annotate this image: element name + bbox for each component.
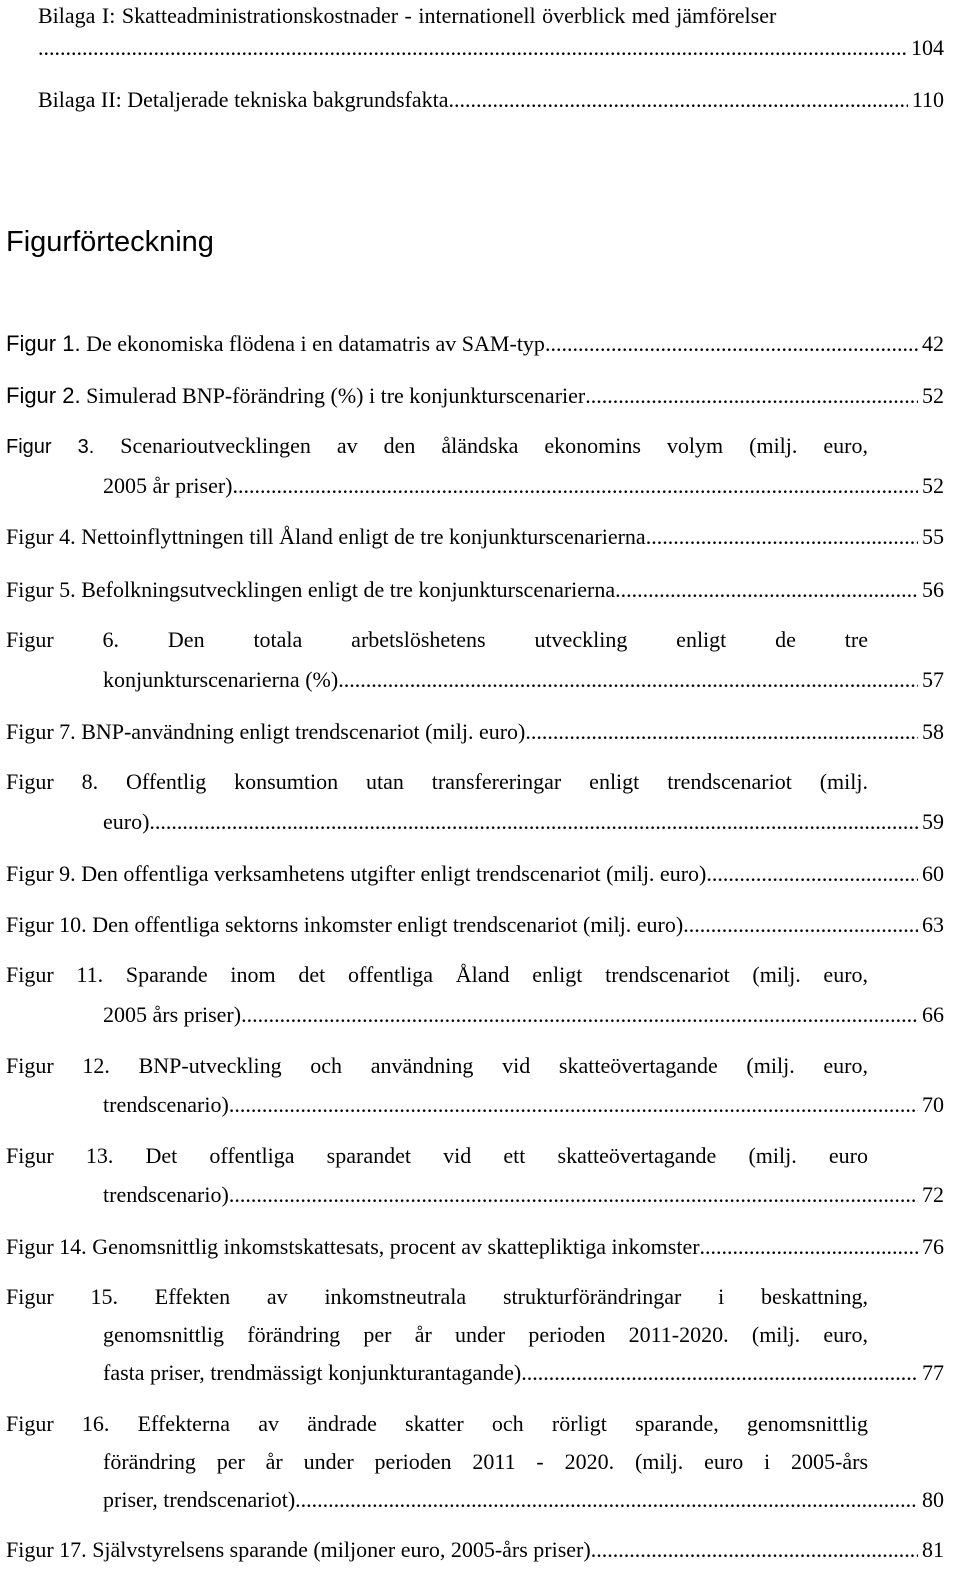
toc-entry-text: Effekten av inkomstneutrala strukturförändringar i beskattning,	[154, 1284, 868, 1309]
toc-appendix-2[interactable]	[38, 86, 944, 114]
toc-figure-11-leader[interactable]	[103, 1001, 944, 1029]
figure-label: Figur 11.	[6, 962, 104, 987]
toc-page-number: 55	[922, 524, 944, 549]
toc-entry-text: konjunkturscenarierna (%)	[103, 667, 339, 692]
toc-entry-text: trendscenario)	[103, 1092, 229, 1117]
toc-entry-text: BNP-utveckling och användning vid skatteövertagande (milj. euro,	[138, 1053, 868, 1078]
toc-figure-3-leader[interactable]	[103, 472, 944, 500]
toc-entry-text: Offentlig konsumtion utan transfereringar enligt trendscenariot (milj.	[126, 769, 868, 794]
toc-figure-2[interactable]	[6, 382, 944, 410]
toc-page-number: 66	[922, 1002, 944, 1027]
toc-entry-text: priser, trendscenariot)	[103, 1487, 296, 1512]
toc-entry-text: De ekonomiska flödena i en datamatris av SAM-typ	[86, 331, 545, 356]
toc-entry-text: Nettoinflyttningen till Åland enligt de tre konjunkturscenarierna	[81, 524, 646, 549]
toc-figure-16-leader[interactable]	[103, 1486, 944, 1514]
toc-figure-6-line1[interactable]	[6, 626, 868, 654]
toc-page-number: 58	[922, 719, 944, 744]
toc-entry-text: Simulerad BNP-förändring (%) i tre konjunkturscenarier	[86, 383, 586, 408]
toc-figure-13-leader[interactable]	[103, 1181, 944, 1209]
toc-page-number: 110	[911, 87, 944, 112]
toc-figure-4[interactable]	[6, 523, 944, 551]
figure-label: Figur 14.	[6, 1234, 87, 1259]
toc-page-number: 52	[922, 473, 944, 498]
toc-figure-7[interactable]	[6, 718, 944, 746]
toc-page-number: 56	[922, 577, 944, 602]
toc-page-number: 59	[922, 809, 944, 834]
toc-page-number: 104	[911, 35, 944, 60]
figure-label: Figur 17.	[6, 1537, 87, 1562]
toc-figure-13-line1[interactable]	[6, 1142, 868, 1170]
toc-appendix-1-line1: Bilaga I: Skatteadministrationskostnader - internationell överblick med jämförelser	[38, 3, 777, 28]
toc-entry-text: fasta priser, trendmässigt konjunkturantagande)	[103, 1360, 522, 1385]
toc-entry-text: Den totala arbetslöshetens utveckling enligt de tre	[167, 627, 868, 652]
figure-label: Figur 13.	[6, 1143, 114, 1168]
figure-label: Figur 3.	[6, 436, 95, 458]
toc-page-number: 77	[922, 1360, 944, 1385]
figure-label: Figur 7.	[6, 719, 76, 744]
toc-entry-text: Bilaga II: Detaljerade tekniska bakgrundsfakta	[38, 87, 449, 112]
toc-entry-text: BNP-användning enligt trendscenariot (milj. euro)	[81, 719, 526, 744]
toc-entry-text: genomsnittlig förändring per år under perioden 2011-2020. (milj. euro,	[103, 1322, 868, 1347]
toc-figure-1[interactable]	[6, 330, 944, 358]
figure-label: Figur 2.	[6, 383, 81, 408]
toc-figure-8-leader[interactable]	[103, 808, 944, 836]
toc-figure-6-leader[interactable]	[103, 666, 944, 694]
toc-entry-text: Självstyrelsens sparande (miljoner euro, 2005-års priser)	[92, 1537, 591, 1562]
toc-figure-3-line1[interactable]	[6, 432, 868, 461]
toc-entry-text: Scenarioutvecklingen av den åländska ekonomins volym (milj. euro,	[120, 433, 868, 458]
toc-figure-9[interactable]	[6, 860, 944, 888]
toc-figure-5[interactable]	[6, 576, 944, 604]
toc-entry-text: förändring per år under perioden 2011 - 2020. (milj. euro i 2005-års	[103, 1449, 868, 1474]
figure-label: Figur 6.	[6, 627, 120, 652]
toc-appendix-1-leader[interactable]	[38, 34, 944, 62]
figure-label: Figur 10.	[6, 912, 87, 937]
toc-figure-10[interactable]	[6, 911, 944, 939]
toc-figure-15-line1[interactable]	[6, 1283, 868, 1311]
toc-page-number: 80	[922, 1487, 944, 1512]
figure-label: Figur 1.	[6, 331, 81, 356]
section-heading: Figurförteckning	[6, 226, 214, 258]
toc-figure-15-line2[interactable]	[103, 1321, 868, 1349]
toc-page-number: 63	[922, 912, 944, 937]
toc-figure-8-line1[interactable]	[6, 768, 868, 796]
toc-entry-text: Effekterna av ändrade skatter och rörligt sparande, genomsnittlig	[137, 1411, 868, 1436]
toc-entry-text: trendscenario)	[103, 1182, 229, 1207]
toc-figure-14[interactable]	[6, 1233, 944, 1261]
toc-figure-12-leader[interactable]	[103, 1091, 944, 1119]
toc-page-number: 52	[922, 383, 944, 408]
toc-entry-text: Genomsnittlig inkomstskattesats, procent av skattepliktiga inkomster	[92, 1234, 700, 1259]
figure-label: Figur 8.	[6, 769, 99, 794]
toc-entry-text: 2005 år priser)	[103, 473, 233, 498]
toc-entry-text: Befolkningsutvecklingen enligt de tre konjunkturscenarierna	[81, 577, 616, 602]
toc-entry-text: Den offentliga sektorns inkomster enligt trendscenariot (milj. euro)	[92, 912, 684, 937]
toc-entry-text: Det offentliga sparandet vid ett skatteövertagande (milj. euro	[145, 1143, 868, 1168]
toc-page-number: 57	[922, 667, 944, 692]
figure-label: Figur 12.	[6, 1053, 110, 1078]
figure-label: Figur 4.	[6, 524, 76, 549]
toc-figure-16-line2[interactable]	[103, 1448, 868, 1476]
toc-page-number: 76	[922, 1234, 944, 1259]
figure-label: Figur 9.	[6, 861, 76, 886]
figure-label: Figur 15.	[6, 1284, 118, 1309]
toc-page-number: 42	[922, 331, 944, 356]
toc-page-number: 72	[922, 1182, 944, 1207]
toc-page-number: 81	[922, 1537, 944, 1562]
toc-figure-15-leader[interactable]	[103, 1359, 944, 1387]
toc-entry-text: Sparande inom det offentliga Åland enligt trendscenariot (milj. euro,	[125, 962, 869, 987]
figure-label: Figur 5.	[6, 577, 76, 602]
toc-figure-17[interactable]	[6, 1536, 944, 1564]
toc-figure-12-line1[interactable]	[6, 1052, 868, 1080]
toc-figure-11-line1[interactable]	[6, 961, 868, 989]
toc-entry-text: euro)	[103, 809, 150, 834]
toc-entry-text: Den offentliga verksamhetens utgifter enligt trendscenariot (milj. euro)	[81, 861, 707, 886]
figure-label: Figur 16.	[6, 1411, 110, 1436]
toc-entry-text: 2005 års priser)	[103, 1002, 242, 1027]
toc-page-number: 60	[922, 861, 944, 886]
toc-page-number: 70	[922, 1092, 944, 1117]
toc-figure-16-line1[interactable]	[6, 1410, 868, 1438]
